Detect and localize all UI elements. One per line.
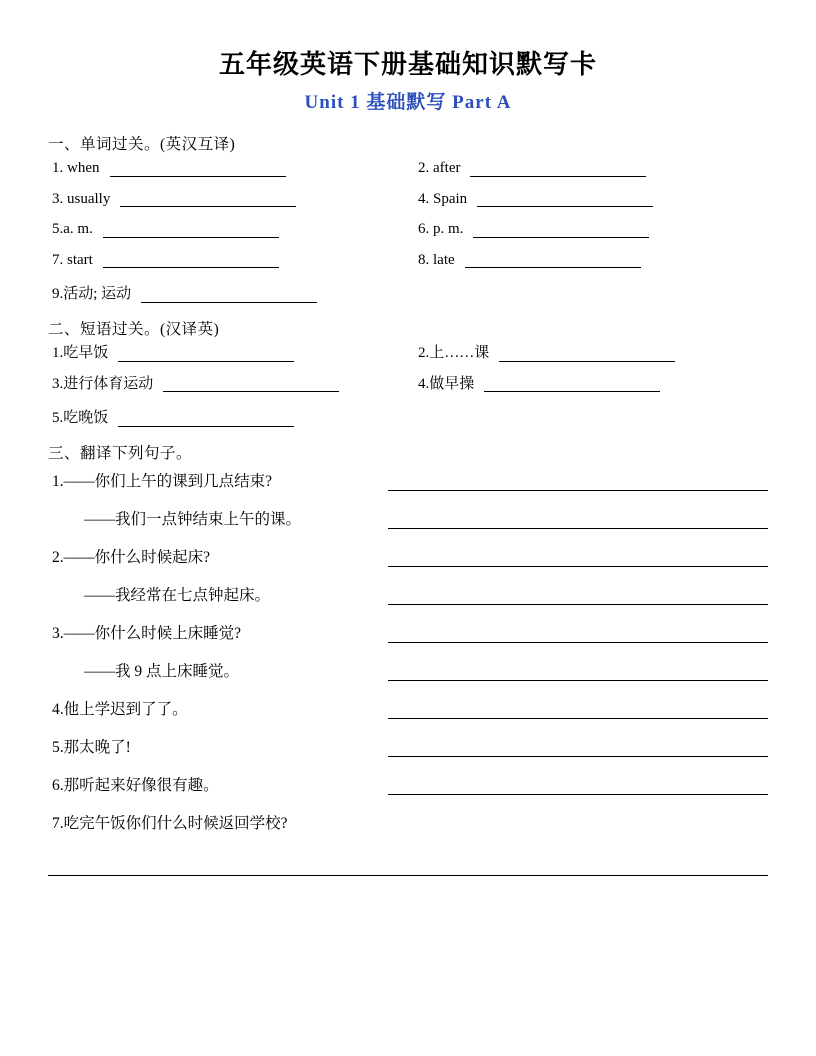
word-item [48,221,408,238]
answer-blank[interactable] [484,376,660,392]
sentence-text: ——我们一点钟结束上午的课。 [84,511,302,528]
sentence-row [48,659,768,681]
word-row [48,252,768,269]
answer-blank[interactable] [388,740,768,757]
phrase-label: 5.吃晚饭 [52,410,109,426]
answer-blank[interactable] [120,191,296,207]
phrase-label: 3.进行体育运动 [52,375,154,392]
word-item [408,160,768,177]
phrase-label: 4.做早操 [418,375,475,392]
sentence-row [48,545,768,567]
word-item [48,160,408,177]
answer-blank[interactable] [388,550,768,567]
sentence-row [48,735,768,757]
sentence-text: 7.吃完午饭你们什么时候返回学校? [52,815,288,832]
phrase-row [48,376,768,393]
word-row [48,221,768,238]
section-heading-sentences: 三、翻译下列句子。 [48,445,193,462]
sentence-row [48,583,768,605]
answer-blank[interactable] [388,702,768,719]
answer-blank[interactable] [388,588,768,605]
word-label: 9.活动; 运动 [52,286,132,302]
phrase-item [48,345,408,362]
sentence-text: 3.——你什么时候上床睡觉? [52,625,242,642]
sentence-text: ——我 9 点上床睡觉。 [84,663,240,680]
sentence-row [48,621,768,643]
page-title: 五年级英语下册基础知识默写卡 [218,50,597,79]
sentence-row [48,507,768,529]
answer-blank[interactable] [118,411,294,427]
word-item [408,221,768,238]
word-row [48,160,768,177]
phrase-item [408,376,768,393]
answer-blank[interactable] [477,191,653,207]
section-heading-words: 一、单词过关。(英汉互译) [48,136,236,153]
phrase-row [48,345,768,362]
word-label: 3. usually [52,190,111,207]
phrase-item [48,376,408,393]
word-label: 4. Spain [418,190,468,207]
answer-blank[interactable] [103,222,279,238]
sentence-row [48,811,768,833]
phrase-row [48,406,768,427]
answer-blank[interactable] [465,252,641,268]
word-label: 2. after [418,160,461,176]
answer-blank[interactable] [388,474,768,491]
answer-blank[interactable] [388,626,768,643]
answer-blank[interactable] [499,346,675,362]
answer-blank[interactable] [110,161,286,177]
word-label: 6. p. m. [418,221,464,237]
sentence-text: 6.那听起来好像很有趣。 [52,777,219,794]
sentence-text: 1.——你们上午的课到几点结束? [52,473,273,490]
sentence-text: 5.那太晚了! [52,739,131,756]
answer-blank[interactable] [388,664,768,681]
answer-blank[interactable] [388,778,768,795]
word-item [408,252,768,269]
sentence-text: 4.他上学迟到了了。 [52,701,188,718]
sentence-row [48,773,768,795]
page-subtitle: Unit 1 基础默写 Part A [304,92,512,113]
section-heading-phrases: 二、短语过关。(汉译英) [48,321,220,338]
answer-blank[interactable] [470,161,646,177]
sentence-text: 2.——你什么时候起床? [52,549,211,566]
word-row [48,191,768,208]
word-label: 8. late [418,251,455,268]
answer-blank[interactable] [163,376,339,392]
word-label: 1. when [52,160,100,176]
answer-blank[interactable] [48,859,768,876]
phrase-label: 2.上……课 [418,345,490,361]
phrase-item [408,345,768,362]
answer-blank[interactable] [388,512,768,529]
answer-blank[interactable] [103,252,279,268]
phrase-label: 1.吃早饭 [52,345,109,361]
answer-blank[interactable] [141,287,317,303]
sentence-text: ——我经常在七点钟起床。 [84,587,271,604]
word-item [48,252,408,269]
sentence-row [48,469,768,491]
answer-blank[interactable] [473,222,649,238]
word-item [408,191,768,208]
answer-blank[interactable] [118,346,294,362]
sentence-row [48,697,768,719]
word-row [48,282,768,303]
word-label: 5.a. m. [52,221,93,237]
word-item [48,191,408,208]
word-label: 7. start [52,251,93,268]
